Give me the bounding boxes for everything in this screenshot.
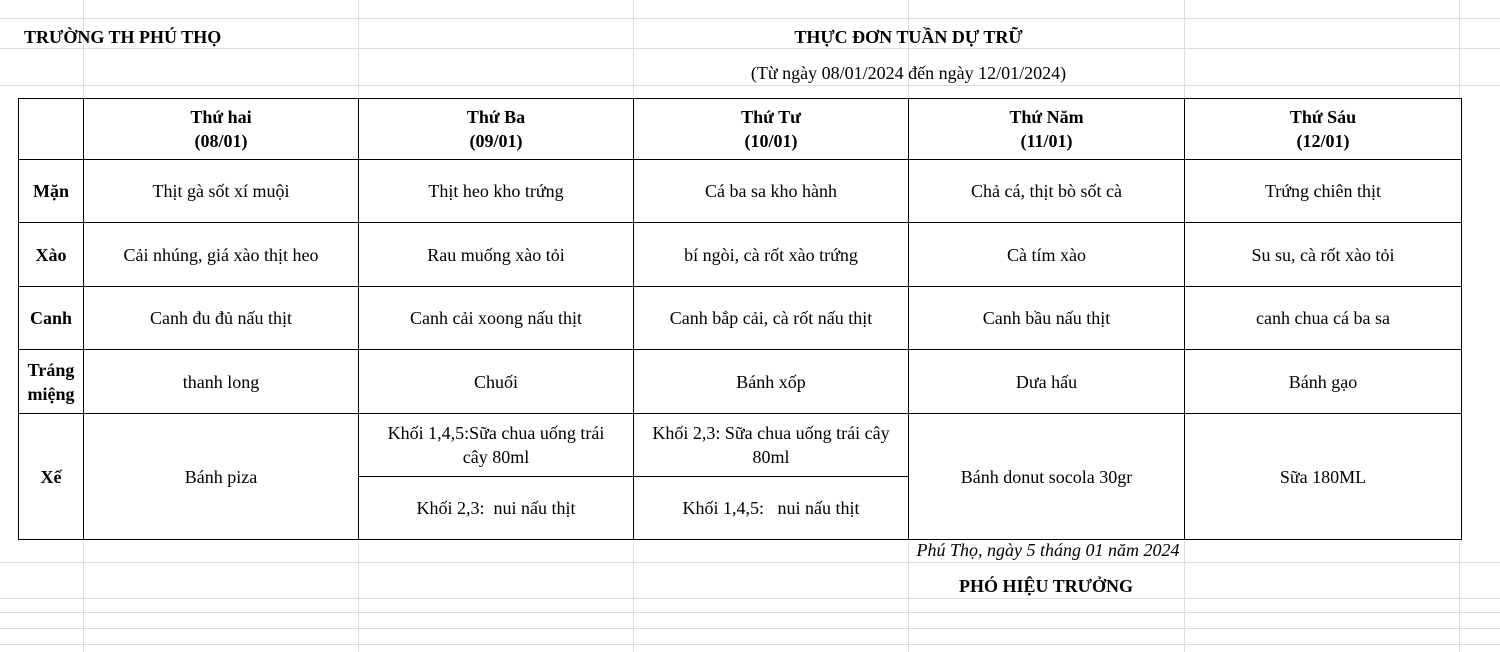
cell-canh-mon: Canh đu đủ nấu thịt — [84, 287, 359, 350]
cell-canh-fri: canh chua cá ba sa — [1185, 287, 1462, 350]
day-header-thu — [909, 99, 1185, 160]
row-canh — [19, 287, 1462, 350]
place-date: Phú Thọ, ngày 5 tháng 01 năm 2024 — [916, 540, 1180, 560]
row-xe-top — [19, 414, 1462, 477]
date-range: (Từ ngày 08/01/2024 đến ngày 12/01/2024) — [750, 63, 1067, 83]
cell-xe-tue-top — [359, 414, 634, 477]
cell-xao-tue: Rau muống xào tỏi — [359, 223, 634, 287]
cell-xe-mon: Bánh piza — [84, 414, 359, 540]
row-man — [19, 160, 1462, 223]
cell-xe-wed-bottom: Khối 1,4,5: nui nấu thịt — [634, 477, 909, 540]
day-date: (12/01) — [1296, 131, 1350, 151]
cell-xe-wed-top — [634, 414, 909, 477]
day-name: Thứ hai — [190, 107, 252, 127]
day-name: Thứ Sáu — [1289, 107, 1357, 127]
cell-man-tue: Thịt heo kho trứng — [359, 160, 634, 223]
signer-title: PHÓ HIỆU TRƯỞNG — [958, 576, 1133, 596]
cell-xe-thu: Bánh donut socola 30gr — [909, 414, 1185, 540]
day-header-tue — [359, 99, 634, 160]
cell-canh-tue: Canh cải xoong nấu thịt — [359, 287, 634, 350]
cell-man-wed: Cá ba sa kho hành — [634, 160, 909, 223]
label-line: miệng — [27, 383, 75, 404]
day-header-fri — [1185, 99, 1462, 160]
day-date: (08/01) — [194, 131, 248, 151]
cell-line: Khối 2,3: Sữa chua uống trái cây — [652, 423, 890, 443]
menu-table — [18, 98, 1462, 540]
cell-trang-mieng-fri: Bánh gạo — [1185, 350, 1462, 414]
cell-xe-fri: Sữa 180ML — [1185, 414, 1462, 540]
cell-xe-tue-bottom: Khối 2,3: nui nấu thịt — [359, 477, 634, 540]
cell-line: cây 80ml — [462, 447, 530, 467]
cell-trang-mieng-wed: Bánh xốp — [634, 350, 909, 414]
day-date: (09/01) — [469, 131, 523, 151]
cell-canh-thu: Canh bầu nấu thịt — [909, 287, 1185, 350]
row-label-canh: Canh — [19, 287, 84, 350]
cell-xao-thu: Cà tím xào — [909, 223, 1185, 287]
row-xao — [19, 223, 1462, 287]
day-date: (10/01) — [744, 131, 798, 151]
day-header-mon — [84, 99, 359, 160]
cell-canh-wed: Canh bắp cải, cà rốt nấu thịt — [634, 287, 909, 350]
cell-line: Khối 1,4,5:Sữa chua uống trái — [387, 423, 605, 443]
cell-xao-mon: Cải nhúng, giá xào thịt heo — [84, 223, 359, 287]
page-title: THỰC ĐƠN TUẦN DỰ TRỮ — [794, 27, 1023, 47]
row-label-trang-mieng — [19, 350, 84, 414]
cell-trang-mieng-mon: thanh long — [84, 350, 359, 414]
day-date: (11/01) — [1020, 131, 1073, 151]
day-name: Thứ Tư — [741, 107, 801, 127]
cell-xao-fri: Su su, cà rốt xào tỏi — [1185, 223, 1462, 287]
day-name: Thứ Năm — [1009, 107, 1084, 127]
row-label-xe: Xế — [19, 414, 84, 540]
cell-man-mon: Thịt gà sốt xí muội — [84, 160, 359, 223]
row-label-xao: Xào — [19, 223, 84, 287]
cell-xao-wed: bí ngòi, cà rốt xào trứng — [634, 223, 909, 287]
cell-trang-mieng-tue: Chuối — [359, 350, 634, 414]
cell-man-fri: Trứng chiên thịt — [1185, 160, 1462, 223]
day-header-wed — [634, 99, 909, 160]
day-name: Thứ Ba — [466, 107, 526, 127]
header-row — [19, 99, 1462, 160]
cell-man-thu: Chả cá, thịt bò sốt cà — [909, 160, 1185, 223]
row-trang-mieng — [19, 350, 1462, 414]
corner-cell — [19, 99, 84, 160]
row-label-man: Mặn — [19, 160, 84, 223]
label-line: Tráng — [27, 359, 75, 380]
cell-trang-mieng-thu: Dưa hấu — [909, 350, 1185, 414]
school-name: TRƯỜNG TH PHÚ THỌ — [24, 27, 222, 47]
cell-line: 80ml — [752, 447, 790, 467]
